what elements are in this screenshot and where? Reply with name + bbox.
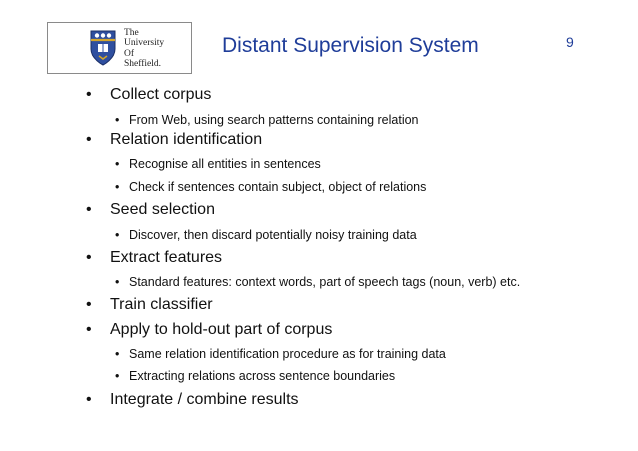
logo-text xyxy=(124,28,164,69)
sub-bullet-item: • Same relation identification procedure as for training data xyxy=(129,347,446,361)
bullet-item: • Relation identification xyxy=(110,131,262,149)
bullet-item: • Train classifier xyxy=(110,296,213,314)
bullet-item: • Collect corpus xyxy=(110,86,211,104)
bullet-item: • Apply to hold-out part of corpus xyxy=(110,321,332,339)
bullet-item: • Integrate / combine results xyxy=(110,391,299,409)
logo-line: Sheffield. xyxy=(124,58,162,69)
sub-bullet-item: • From Web, using search patterns containing relation xyxy=(129,113,419,127)
university-logo xyxy=(47,22,192,74)
slide-title: Distant Supervision System xyxy=(222,34,479,57)
sub-bullet-item: • Discover, then discard potentially noisy training data xyxy=(129,228,417,242)
crest-icon xyxy=(90,29,116,67)
logo-line: The xyxy=(124,28,139,38)
logo-line: University xyxy=(124,38,165,49)
bullet-item: • Seed selection xyxy=(110,201,215,219)
sub-bullet-item: • Standard features: context words, part of speech tags (noun, verb) etc. xyxy=(129,275,520,289)
page-number: 9 xyxy=(566,34,574,50)
sub-bullet-item: • Extracting relations across sentence boundaries xyxy=(129,369,395,383)
sub-bullet-item: • Recognise all entities in sentences xyxy=(129,157,321,171)
sub-bullet-item: • Check if sentences contain subject, object of relations xyxy=(129,180,426,194)
bullet-item: • Extract features xyxy=(110,249,222,267)
logo-line: Of xyxy=(124,48,135,59)
